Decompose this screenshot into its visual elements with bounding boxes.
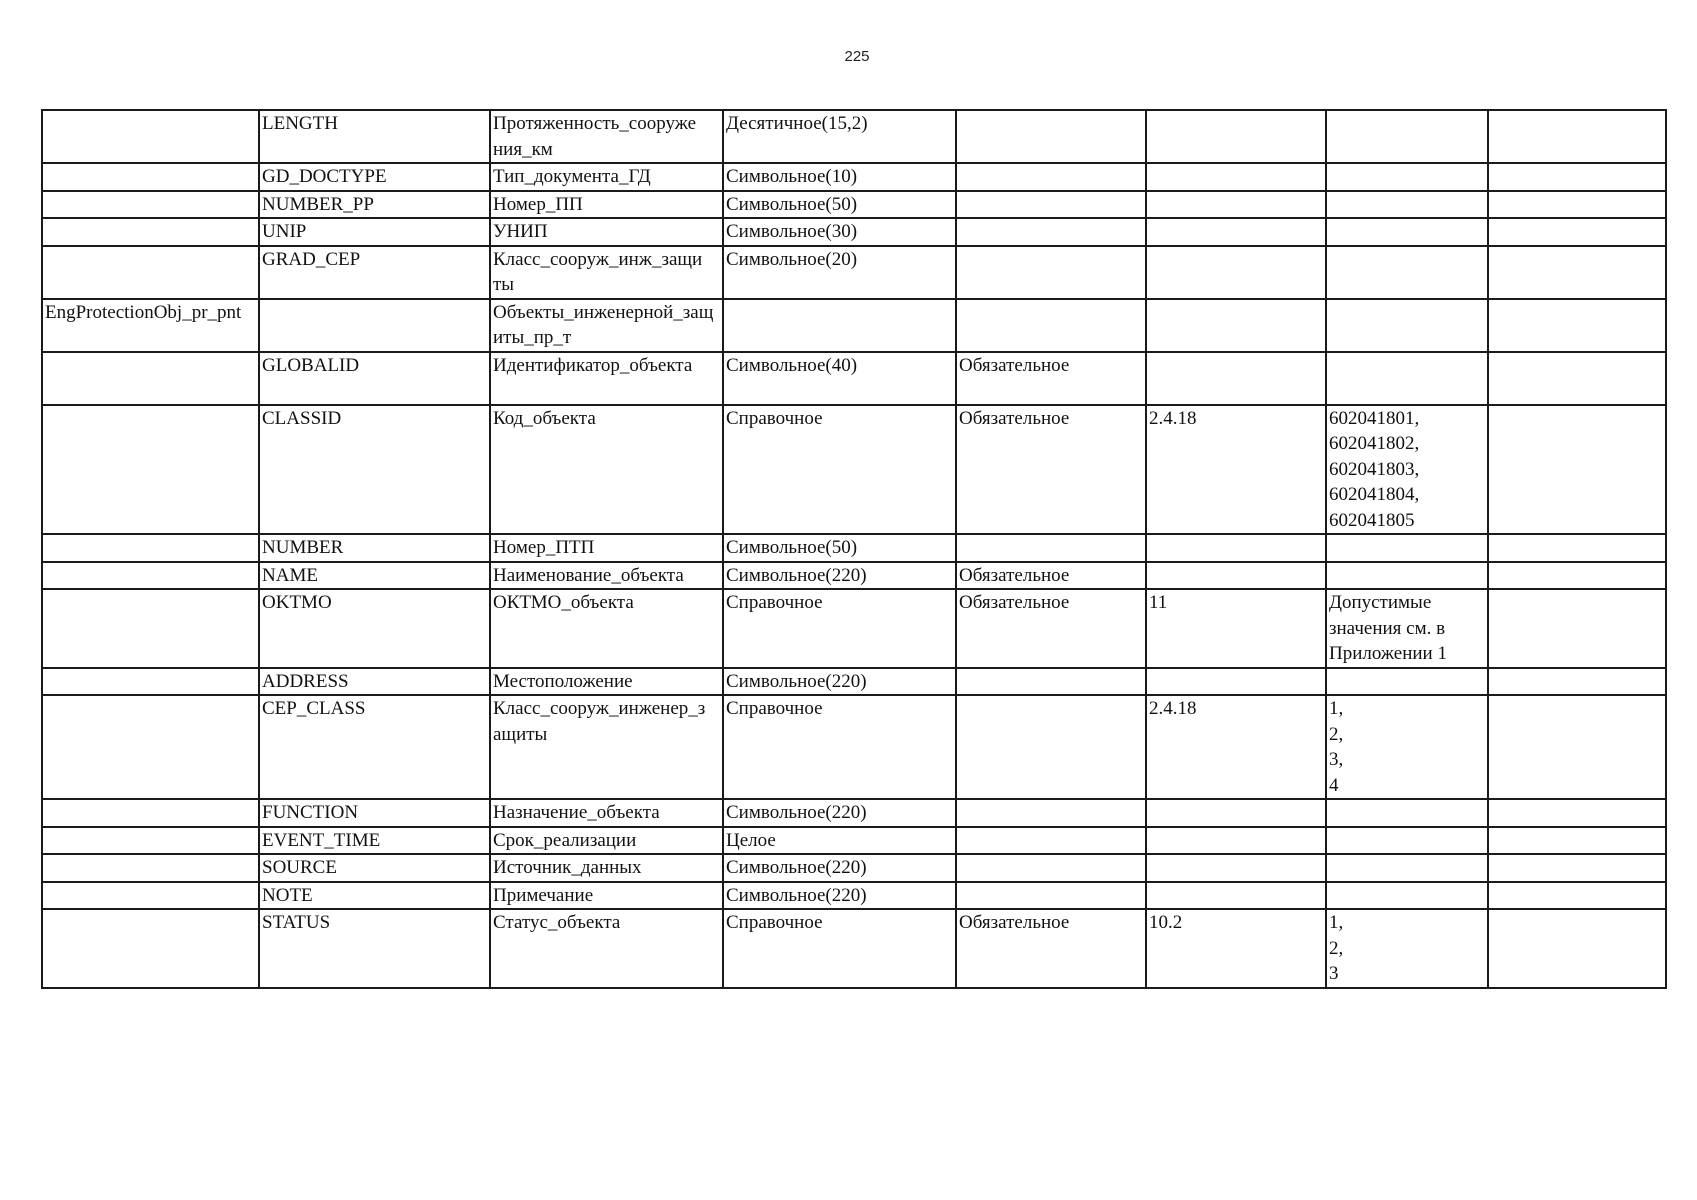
reference-cell: 2.4.18 bbox=[1146, 405, 1326, 535]
allowed-values-cell bbox=[1326, 882, 1488, 910]
field-alias-cell: Объекты_инженерной_защиты_пр_т bbox=[490, 299, 723, 352]
allowed-values-cell bbox=[1326, 534, 1488, 562]
allowed-values-cell bbox=[1326, 854, 1488, 882]
layer-name-cell bbox=[42, 405, 259, 535]
required-cell bbox=[956, 246, 1146, 299]
reference-cell bbox=[1146, 299, 1326, 352]
field-alias-cell: Назначение_объекта bbox=[490, 799, 723, 827]
table-row bbox=[42, 110, 1666, 163]
note-cell bbox=[1488, 827, 1666, 855]
field-type-cell: Символьное(220) bbox=[723, 854, 956, 882]
required-cell bbox=[956, 882, 1146, 910]
table-row bbox=[42, 191, 1666, 219]
layer-name-cell bbox=[42, 191, 259, 219]
layer-name-cell bbox=[42, 246, 259, 299]
field-type-cell: Целое bbox=[723, 827, 956, 855]
table-row bbox=[42, 695, 1666, 799]
field-type-cell: Символьное(50) bbox=[723, 534, 956, 562]
allowed-values-cell: Допустимые значения см. в Приложении 1 bbox=[1326, 589, 1488, 668]
field-alias-cell: Класс_сооруж_инженер_з ащиты bbox=[490, 695, 723, 799]
note-cell bbox=[1488, 163, 1666, 191]
field-type-cell: Справочное bbox=[723, 695, 956, 799]
table-body bbox=[42, 110, 1666, 988]
allowed-values-cell bbox=[1326, 218, 1488, 246]
field-type-cell: Справочное bbox=[723, 405, 956, 535]
field-type-cell: Символьное(40) bbox=[723, 352, 956, 405]
field-type-cell bbox=[723, 299, 956, 352]
table-row bbox=[42, 352, 1666, 405]
field-name-cell: NOTE bbox=[259, 882, 490, 910]
layer-name-cell bbox=[42, 799, 259, 827]
required-cell: Обязательное bbox=[956, 909, 1146, 988]
required-cell: Обязательное bbox=[956, 562, 1146, 590]
reference-cell bbox=[1146, 562, 1326, 590]
field-alias-cell: Класс_сооруж_инж_защи ты bbox=[490, 246, 723, 299]
layer-name-cell bbox=[42, 534, 259, 562]
table-row bbox=[42, 218, 1666, 246]
reference-cell bbox=[1146, 882, 1326, 910]
required-cell bbox=[956, 799, 1146, 827]
page-number: 225 bbox=[844, 48, 870, 65]
allowed-values-cell: 1, 2, 3 bbox=[1326, 909, 1488, 988]
layer-name-cell bbox=[42, 882, 259, 910]
field-name-cell: GD_DOCTYPE bbox=[259, 163, 490, 191]
field-name-cell: EVENT_TIME bbox=[259, 827, 490, 855]
table-row bbox=[42, 534, 1666, 562]
field-type-cell: Символьное(220) bbox=[723, 799, 956, 827]
field-alias-cell: Статус_объекта bbox=[490, 909, 723, 988]
field-name-cell: SOURCE bbox=[259, 854, 490, 882]
required-cell bbox=[956, 218, 1146, 246]
field-name-cell: STATUS bbox=[259, 909, 490, 988]
note-cell bbox=[1488, 589, 1666, 668]
table-row bbox=[42, 405, 1666, 535]
layer-name-cell bbox=[42, 909, 259, 988]
field-alias-cell: УНИП bbox=[490, 218, 723, 246]
field-type-cell: Десятичное(15,2) bbox=[723, 110, 956, 163]
allowed-values-cell: 1, 2, 3, 4 bbox=[1326, 695, 1488, 799]
allowed-values-cell bbox=[1326, 246, 1488, 299]
note-cell bbox=[1488, 799, 1666, 827]
field-name-cell: CEP_CLASS bbox=[259, 695, 490, 799]
reference-cell bbox=[1146, 854, 1326, 882]
note-cell bbox=[1488, 352, 1666, 405]
field-alias-cell: Номер_ПТП bbox=[490, 534, 723, 562]
field-type-cell: Символьное(20) bbox=[723, 246, 956, 299]
layer-name-cell bbox=[42, 589, 259, 668]
field-name-cell: ADDRESS bbox=[259, 668, 490, 696]
required-cell bbox=[956, 854, 1146, 882]
note-cell bbox=[1488, 854, 1666, 882]
layer-name-cell bbox=[42, 110, 259, 163]
table-row bbox=[42, 854, 1666, 882]
field-name-cell: NAME bbox=[259, 562, 490, 590]
field-alias-cell: Номер_ПП bbox=[490, 191, 723, 219]
field-alias-cell: Срок_реализации bbox=[490, 827, 723, 855]
allowed-values-cell bbox=[1326, 191, 1488, 219]
field-alias-cell: Идентификатор_объекта bbox=[490, 352, 723, 405]
layer-name-cell bbox=[42, 695, 259, 799]
required-cell bbox=[956, 110, 1146, 163]
field-alias-cell: Код_объекта bbox=[490, 405, 723, 535]
field-type-cell: Символьное(30) bbox=[723, 218, 956, 246]
reference-cell bbox=[1146, 668, 1326, 696]
layer-name-cell bbox=[42, 854, 259, 882]
field-name-cell bbox=[259, 299, 490, 352]
required-cell bbox=[956, 695, 1146, 799]
note-cell bbox=[1488, 246, 1666, 299]
allowed-values-cell: 602041801, 602041802, 602041803, 602041804, 602041805 bbox=[1326, 405, 1488, 535]
field-name-cell: LENGTH bbox=[259, 110, 490, 163]
required-cell: Обязательное bbox=[956, 405, 1146, 535]
reference-cell bbox=[1146, 827, 1326, 855]
reference-cell bbox=[1146, 110, 1326, 163]
table-row bbox=[42, 827, 1666, 855]
field-type-cell: Символьное(220) bbox=[723, 882, 956, 910]
field-name-cell: OKTMO bbox=[259, 589, 490, 668]
allowed-values-cell bbox=[1326, 163, 1488, 191]
reference-cell bbox=[1146, 534, 1326, 562]
layer-name-cell bbox=[42, 218, 259, 246]
layer-name-cell bbox=[42, 163, 259, 191]
note-cell bbox=[1488, 668, 1666, 696]
field-type-cell: Символьное(10) bbox=[723, 163, 956, 191]
layer-name-cell bbox=[42, 352, 259, 405]
allowed-values-cell bbox=[1326, 799, 1488, 827]
field-name-cell: UNIP bbox=[259, 218, 490, 246]
field-name-cell: NUMBER bbox=[259, 534, 490, 562]
reference-cell bbox=[1146, 799, 1326, 827]
allowed-values-cell bbox=[1326, 352, 1488, 405]
allowed-values-cell bbox=[1326, 299, 1488, 352]
reference-cell bbox=[1146, 352, 1326, 405]
table-row bbox=[42, 799, 1666, 827]
allowed-values-cell bbox=[1326, 110, 1488, 163]
required-cell: Обязательное bbox=[956, 352, 1146, 405]
allowed-values-cell bbox=[1326, 827, 1488, 855]
field-type-cell: Справочное bbox=[723, 589, 956, 668]
note-cell bbox=[1488, 191, 1666, 219]
reference-cell: 11 bbox=[1146, 589, 1326, 668]
field-name-cell: CLASSID bbox=[259, 405, 490, 535]
reference-cell: 10.2 bbox=[1146, 909, 1326, 988]
reference-cell bbox=[1146, 191, 1326, 219]
field-type-cell: Символьное(220) bbox=[723, 562, 956, 590]
required-cell bbox=[956, 668, 1146, 696]
note-cell bbox=[1488, 534, 1666, 562]
layer-name-cell bbox=[42, 827, 259, 855]
layer-name-cell: EngProtectionObj_pr_pnt bbox=[42, 299, 259, 352]
note-cell bbox=[1488, 882, 1666, 910]
reference-cell bbox=[1146, 163, 1326, 191]
attribute-table bbox=[41, 109, 1667, 989]
required-cell bbox=[956, 827, 1146, 855]
layer-name-cell bbox=[42, 562, 259, 590]
table-row bbox=[42, 909, 1666, 988]
required-cell bbox=[956, 534, 1146, 562]
field-alias-cell: Наименование_объекта bbox=[490, 562, 723, 590]
note-cell bbox=[1488, 695, 1666, 799]
field-alias-cell: Примечание bbox=[490, 882, 723, 910]
note-cell bbox=[1488, 405, 1666, 535]
required-cell bbox=[956, 163, 1146, 191]
table-row bbox=[42, 299, 1666, 352]
required-cell bbox=[956, 299, 1146, 352]
field-alias-cell: Местоположение bbox=[490, 668, 723, 696]
layer-name-cell bbox=[42, 668, 259, 696]
reference-cell bbox=[1146, 218, 1326, 246]
field-alias-cell: Тип_документа_ГД bbox=[490, 163, 723, 191]
field-name-cell: NUMBER_PP bbox=[259, 191, 490, 219]
allowed-values-cell bbox=[1326, 562, 1488, 590]
note-cell bbox=[1488, 299, 1666, 352]
reference-cell: 2.4.18 bbox=[1146, 695, 1326, 799]
required-cell: Обязательное bbox=[956, 589, 1146, 668]
required-cell bbox=[956, 191, 1146, 219]
note-cell bbox=[1488, 218, 1666, 246]
table-row bbox=[42, 163, 1666, 191]
field-type-cell: Справочное bbox=[723, 909, 956, 988]
note-cell bbox=[1488, 110, 1666, 163]
table-row bbox=[42, 246, 1666, 299]
field-alias-cell: ОКТМО_объекта bbox=[490, 589, 723, 668]
table-row bbox=[42, 589, 1666, 668]
table-row bbox=[42, 562, 1666, 590]
field-name-cell: GRAD_CEP bbox=[259, 246, 490, 299]
note-cell bbox=[1488, 909, 1666, 988]
field-type-cell: Символьное(220) bbox=[723, 668, 956, 696]
table-row bbox=[42, 882, 1666, 910]
reference-cell bbox=[1146, 246, 1326, 299]
note-cell bbox=[1488, 562, 1666, 590]
field-name-cell: FUNCTION bbox=[259, 799, 490, 827]
field-type-cell: Символьное(50) bbox=[723, 191, 956, 219]
allowed-values-cell bbox=[1326, 668, 1488, 696]
table-row bbox=[42, 668, 1666, 696]
field-name-cell: GLOBALID bbox=[259, 352, 490, 405]
field-alias-cell: Протяженность_сооруже ния_км bbox=[490, 110, 723, 163]
field-alias-cell: Источник_данных bbox=[490, 854, 723, 882]
